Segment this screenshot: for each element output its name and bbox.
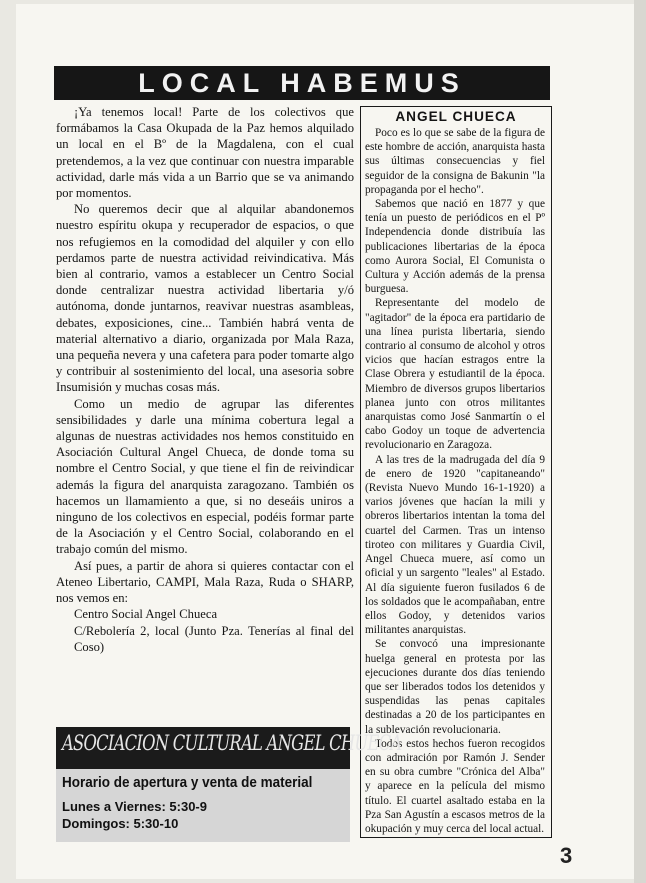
- sidebar-title: ANGEL CHUECA: [395, 109, 517, 124]
- article-paragraph: Como un medio de agrupar las diferentes sensibilidades y darle una mínima cobertura legal a algunas de nuestras actividades nos hemos constituido en Asociación Cultural Angel Chueca, de donde toma su nombre el Centro Social, y que tiene el fin de reivindicar además la figura del anarquista zaragozano. También os hacemos un llamamiento a que, si no deseáis uniros a ninguno de los colectivos en especial, podéis formar parte de la Asociación y el Centro Social, colaborando en el trabajo común del mismo.: [56, 396, 354, 557]
- address-name: Centro Social Angel Chueca: [74, 607, 218, 622]
- article-paragraph: Así pues, a partir de ahora si quieres contactar con el Ateneo Libertario, CAMPI, Mala Raza, Ruda o SHARP, nos vemos en:: [56, 558, 354, 606]
- article-paragraph: ¡Ya tenemos local! Parte de los colectivos que formábamos la Casa Okupada de la Paz hemos alquilado un local en el Bº de la Magdalena, con el cual pretendemos, a la vez que continuar con nuestra imparable actividad, darle más vida a un Barrio que se va animando por momentos.: [56, 105, 354, 201]
- main-article: [56, 104, 354, 655]
- sidebar-body: [361, 126, 551, 836]
- association-logo: [56, 727, 402, 769]
- association-logo-text: ASOCIACION CULTURAL ANGEL CHUECA: [62, 731, 402, 755]
- opening-hours-heading: Horario de apertura y venta de material: [62, 775, 313, 791]
- sidebar-box: [360, 106, 552, 838]
- sidebar-paragraph: Sabemos que nació en 1877 y que tenía un puesto de periódicos en el Pº Independencia donde distribuía las publicaciones libertarias de la época como Aurora Social, El Comunista o Cultura y Acción además de la prensa burguesa.: [365, 198, 545, 296]
- sidebar-paragraph: Todos estos hechos fueron recogidos con admiración por Ramón J. Sender en su obra cumbre "Crónica del Alba" y aparece en la película del mismo título. El cuartel asaltado estaba en la Pza San Agustín a escasos metros de la okupación y muy cerca del local actual.: [365, 737, 545, 835]
- page-edge: [634, 0, 646, 883]
- sidebar-paragraph: A las tres de la madrugada del día 9 de enero de 1920 "capitaneando" (Revista Nuevo Mundo 16-1-1920) a varios jóvenes que hacían la mili y obreros libertarios intentan la toma del cuartel del Carmen. Tras un intenso tiroteo con militares y Guardia Civil, Angel Chueca muere, así como un oficial y un sargento "leales" al Estado. Al día siguiente fueron fusilados 6 de los soldados que le acompañaban, entre ellos Godoy, y detenidos varios militantes anarquistas.: [365, 453, 545, 637]
- sidebar-paragraph: Representante del modelo de "agitador" de la época era partidario de una línea purista libertaria, siendo contrario al consumo de alcohol y otros vicios que hacían estragos entre la Clase Obrera y estudiantil de la época. Miembro de diversos grupos libertarios planea junto con otros militantes anarquistas como José Sanmartín o el cabo Godoy un toque de advertencia revolucionario en Zaragoza.: [365, 297, 545, 452]
- sidebar-paragraph: Se convocó una impresionante huelga general en protesta por las ejecuciones durante dos días teniendo que ser liberados todos los detenidos y suspendidas las penas capitales destinadas a 20 de los participantes en la sublevación revolucionaria.: [365, 638, 545, 736]
- address-street: C/Rebolería 2, local (Junto Pza. Tenerías al final del Coso): [74, 623, 354, 654]
- schedule-sundays: Domingos: 5:30-10: [62, 816, 179, 831]
- article-title-banner: LOCAL HABEMUS: [54, 66, 550, 100]
- page-number: 3: [560, 843, 573, 868]
- sidebar-paragraph: Poco es lo que se sabe de la figura de este hombre de acción, anarquista hasta sus últimas consecuencias y fiel seguidor de la consigna de Bakunin "la propaganda por el hecho".: [365, 127, 545, 196]
- schedule-weekdays: Lunes a Viernes: 5:30-9: [62, 799, 207, 814]
- article-paragraph: No queremos decir que al alquilar abandonemos nuestro espíritu okupa y recuperador de espacios, o que nos refugiemos en la comodidad del alquiler y con ello perdamos parte de nuestra actividad reivindicativa. Más bien al contrario, vamos a establecer un Centro Social donde centralizar nuestra actividad libertaria y/ó autónoma, donde juntarnos, reavivar nuestras asambleas, debates, exposiciones, cine... También habrá venta de material alternativo a diario, organizada por Mala Raza, una pequeña nevera y una cafetera para poder tomarte algo y contribuir al sostenimiento del local, una asesoria sobre Insumisión y muchas cosas más.: [56, 202, 354, 395]
- opening-hours-box: [56, 727, 402, 842]
